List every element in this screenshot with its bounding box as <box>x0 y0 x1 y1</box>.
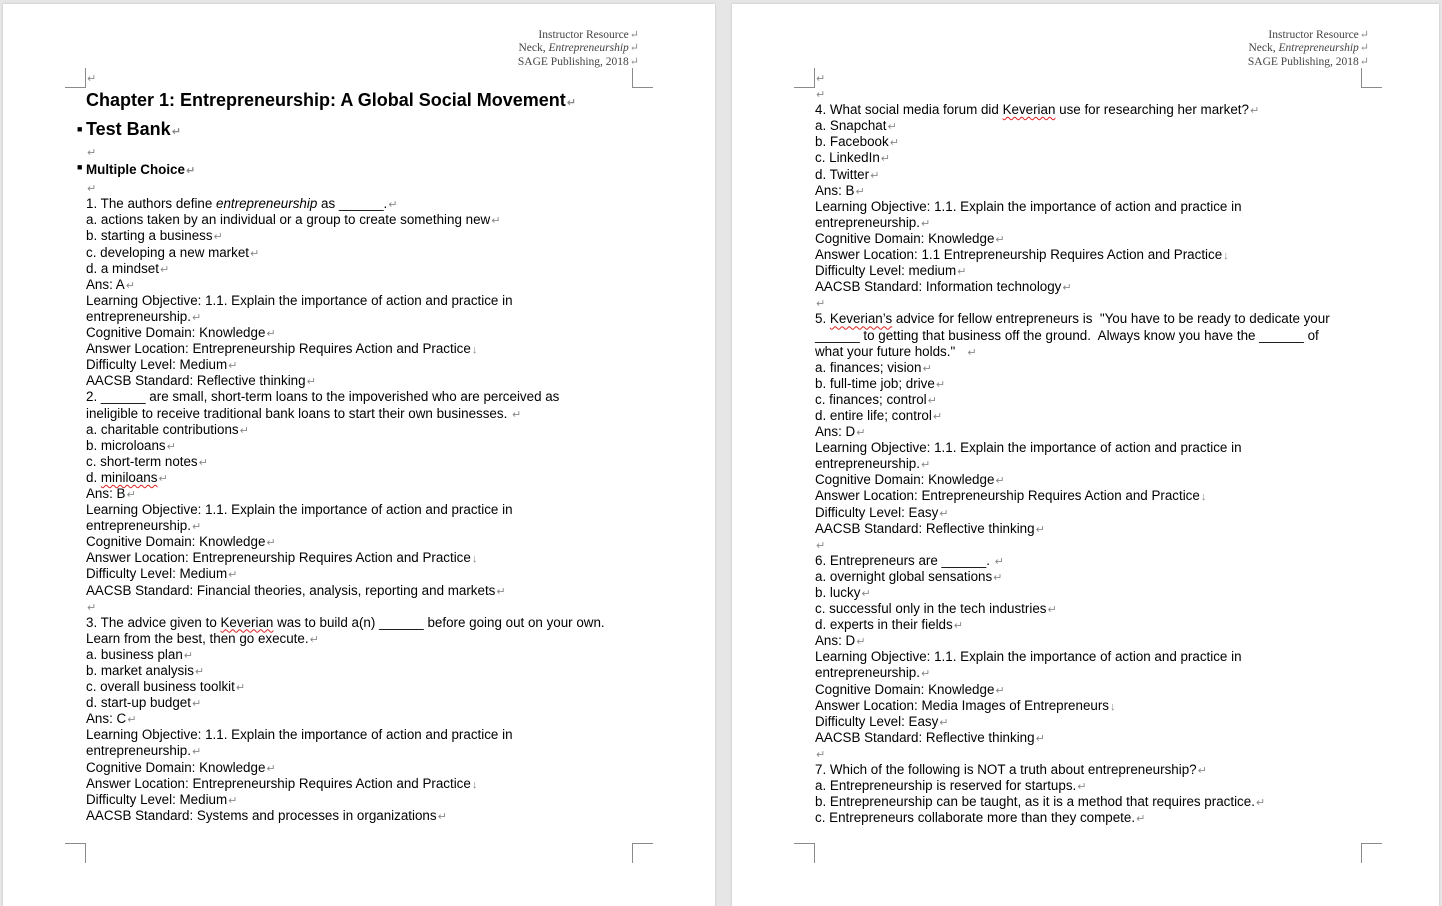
formatting-mark: ↵ <box>856 427 866 440</box>
text-line <box>86 144 646 160</box>
formatting-mark: ↵ <box>1062 282 1072 295</box>
formatting-mark: ↵ <box>861 588 871 600</box>
answer: Ans: C↵ <box>86 711 137 727</box>
formatting-mark: ↵ <box>1035 523 1045 536</box>
formatting-mark: ↵ <box>127 714 137 727</box>
formatting-mark: ↵ <box>1077 781 1087 794</box>
formatting-mark: ↵ <box>213 231 223 244</box>
option-d: d. start-up budget↵ <box>86 695 202 711</box>
formatting-mark: ↵ <box>816 89 826 102</box>
cognitive-domain: Cognitive Domain: Knowledge↵ <box>815 230 1005 246</box>
option-c: c. finances; control↵ <box>815 391 937 407</box>
formatting-mark: ↵ <box>158 472 168 485</box>
question-2 <box>86 389 646 598</box>
formatting-mark: ↵ <box>228 569 238 582</box>
aacsb-standard: AACSB Standard: Systems and processes in organizations↵ <box>86 807 447 823</box>
formatting-mark: ↓ <box>1110 700 1116 713</box>
question-text: 5. Keverian’s advice for fellow entrepreneurs is "You have to be ready to dedicate your <box>815 311 1330 327</box>
formatting-mark: ↵ <box>1249 105 1260 118</box>
option-d: d. a mindset↵ <box>86 260 170 276</box>
option-c: c. successful only in the tech industries↵ <box>815 601 1057 617</box>
formatting-mark: ↵ <box>235 682 246 695</box>
formatting-mark: ↵ <box>855 185 865 198</box>
header-line-3: SAGE Publishing, 2018 <box>517 55 629 68</box>
formatting-mark: ↵ <box>1359 29 1369 41</box>
formatting-mark: ↵ <box>388 199 398 212</box>
formatting-mark: ↵ <box>491 215 501 228</box>
aacsb-standard: AACSB Standard: Information technology↵ <box>815 279 1072 295</box>
option-c: c. LinkedIn↵ <box>815 150 890 166</box>
formatting-mark: ↵ <box>309 633 319 646</box>
header-line-1: Instructor Resource <box>1268 29 1359 41</box>
answer-location: Answer Location: Entrepreneurship Requires Action and Practice↓ <box>86 550 478 566</box>
formatting-mark: ↵ <box>191 311 202 324</box>
text-line <box>86 180 646 196</box>
text-line <box>815 295 1375 311</box>
option-d: d. experts in their fields↵ <box>815 617 963 633</box>
spellcheck-word: miniloans <box>100 469 158 485</box>
question-4 <box>815 102 1375 295</box>
formatting-mark: ↵ <box>87 183 97 196</box>
text-line: entrepreneurship.↵ <box>815 456 931 472</box>
text-line: ______ to getting that business off the ground. Always know you have the ______ of <box>815 327 1319 343</box>
formatting-mark: ↵ <box>228 794 238 807</box>
option-b: b. full-time job; drive↵ <box>815 375 946 391</box>
formatting-mark: ↵ <box>994 555 1004 568</box>
text-line: entrepreneurship.↵ <box>815 214 931 230</box>
text-line: entrepreneurship.↵ <box>86 308 202 324</box>
difficulty-level: Difficulty Level: medium↵ <box>815 263 967 279</box>
question-text: 7. Which of the following is NOT a truth about entrepreneurship?↵ <box>815 762 1207 778</box>
aacsb-standard: AACSB Standard: Reflective thinking↵ <box>815 729 1045 745</box>
question-text: 1. The authors define entrepreneurship as ______.↵ <box>86 196 398 212</box>
answer-location: Answer Location: Entrepreneurship Requires Action and Practice↓ <box>86 775 478 791</box>
formatting-mark: ↵ <box>870 169 880 182</box>
question-3 <box>86 615 646 824</box>
spellcheck-word: Keverian’s <box>829 311 893 327</box>
formatting-mark: ↵ <box>250 247 260 260</box>
option-b: b. starting a business↵ <box>86 228 223 244</box>
question-5 <box>815 311 1375 536</box>
formatting-mark: ↵ <box>967 346 977 359</box>
spellcheck-word: Keverian <box>220 614 274 630</box>
formatting-mark: ↵ <box>922 362 932 375</box>
cognitive-domain: Cognitive Domain: Knowledge↵ <box>815 681 1005 697</box>
text-line: ineligible to receive traditional bank loans to start their own businesses. ↵ <box>86 405 522 421</box>
formatting-mark: ↵ <box>566 97 576 110</box>
aacsb-standard: AACSB Standard: Reflective thinking↵ <box>815 520 1045 536</box>
aacsb-standard: AACSB Standard: Financial theories, analysis, reporting and markets↵ <box>86 582 506 598</box>
option-c: c. short-term notes↵ <box>86 453 208 469</box>
formatting-mark: ↵ <box>932 410 943 423</box>
formatting-mark: ↵ <box>159 263 170 276</box>
option-b: b. microloans↵ <box>86 437 176 453</box>
text-line <box>815 746 1375 762</box>
document-page-1 <box>3 4 715 906</box>
option-b: b. market analysis↵ <box>86 663 205 678</box>
formatting-mark: ↓ <box>1223 250 1229 263</box>
formatting-mark: ↵ <box>1359 42 1369 55</box>
option-d: d. miniloans↵ <box>86 469 168 485</box>
option-c: c. Entrepreneurs collaborate more than they compete.↵ <box>815 810 1146 826</box>
formatting-mark: ↵ <box>920 668 931 681</box>
question-text: 4. What social media forum did Keverian use for researching her market?↵ <box>815 102 1260 118</box>
formatting-mark: ↵ <box>166 440 176 453</box>
text-line: entrepreneurship.↵ <box>86 743 202 759</box>
formatting-mark: ↓ <box>471 344 478 357</box>
page-body[interactable] <box>77 70 646 824</box>
text-line <box>815 537 1375 553</box>
formatting-mark: ↵ <box>957 266 967 279</box>
formatting-mark: ↵ <box>125 279 135 292</box>
crop-mark-top-left <box>65 68 86 88</box>
page-header: Instructor Resource↵ Neck, Entrepreneurship↵ SAGE Publishing, 2018↵ <box>517 29 639 68</box>
text-line: Learn from the best, then go execute.↵ <box>86 630 319 646</box>
formatting-mark: ↵ <box>437 810 447 823</box>
aacsb-standard: AACSB Standard: Reflective thinking↵ <box>86 373 316 389</box>
formatting-mark: ↵ <box>306 376 316 389</box>
formatting-mark: ↓ <box>471 553 478 566</box>
difficulty-level: Difficulty Level: Medium↵ <box>86 791 238 807</box>
crop-mark-bottom-right <box>632 843 653 863</box>
formatting-mark: ↵ <box>887 121 897 134</box>
formatting-mark: ↵ <box>880 153 890 166</box>
formatting-mark: ↵ <box>183 649 193 662</box>
crop-mark-bottom-left <box>794 843 815 863</box>
text-line <box>86 599 646 615</box>
option-b: b. Entrepreneurship can be taught, as it is a method that requires practice.↵ <box>815 794 1266 810</box>
difficulty-level: Difficulty Level: Easy↵ <box>815 504 949 520</box>
formatting-mark: ↵ <box>185 165 196 178</box>
formatting-mark: ↵ <box>191 521 202 534</box>
formatting-mark: ↵ <box>194 666 205 678</box>
formatting-mark: ↵ <box>1255 797 1266 810</box>
option-a: a. charitable contributions↵ <box>86 421 249 437</box>
formatting-mark: ↵ <box>198 456 208 469</box>
formatting-mark: ↵ <box>995 233 1005 246</box>
formatting-mark: ↵ <box>920 459 931 472</box>
text-line <box>815 86 1375 102</box>
learning-objective: Learning Objective: 1.1. Explain the importance of action and practice in <box>86 292 513 308</box>
formatting-mark: ↵ <box>496 585 506 598</box>
formatting-mark: ↵ <box>191 698 202 711</box>
answer-location: Answer Location: Entrepreneurship Requires Action and Practice↓ <box>815 488 1207 504</box>
option-d: d. Twitter↵ <box>815 166 880 182</box>
text-line: entrepreneurship.↵ <box>86 518 202 534</box>
formatting-mark: ↵ <box>629 29 639 41</box>
option-a: a. Entrepreneurship is reserved for startups.↵ <box>815 778 1087 794</box>
answer-location: Answer Location: Media Images of Entrepreneurs↓ <box>815 697 1116 713</box>
question-text: 3. The advice given to Keverian was to build a(n) ______ before going out on your own. <box>86 614 605 630</box>
formatting-mark: ↵ <box>816 298 826 311</box>
formatting-mark: ↵ <box>927 394 937 407</box>
option-a: a. Snapchat↵ <box>815 118 897 134</box>
learning-objective: Learning Objective: 1.1. Explain the importance of action and practice in <box>815 440 1242 456</box>
formatting-mark: ↵ <box>993 571 1003 584</box>
formatting-mark: ↵ <box>512 408 522 421</box>
formatting-mark: ↓ <box>471 778 478 791</box>
formatting-mark: ↵ <box>889 137 899 150</box>
crop-mark-top-left <box>794 68 815 88</box>
option-c: c. overall business toolkit↵ <box>86 679 246 695</box>
text-line <box>815 70 1375 86</box>
formatting-mark: ↵ <box>239 424 249 437</box>
cognitive-domain: Cognitive Domain: Knowledge↵ <box>86 325 276 341</box>
spellcheck-word: Keverian <box>1002 102 1056 118</box>
option-a: a. overnight global sensations↵ <box>815 568 1003 584</box>
section-heading-multiple-choice: ■ Multiple Choice↵ <box>77 162 196 178</box>
answer: Ans: D↵ <box>815 633 866 649</box>
difficulty-level: Difficulty Level: Medium↵ <box>86 566 238 582</box>
page-body[interactable] <box>815 70 1375 826</box>
formatting-mark: ↵ <box>816 73 826 85</box>
formatting-mark: ↵ <box>1359 55 1369 68</box>
chapter-title: Chapter 1: Entrepreneurship: A Global Social Movement↵ <box>86 90 576 111</box>
formatting-mark: ↵ <box>87 601 97 614</box>
learning-objective: Learning Objective: 1.1. Explain the importance of action and practice in <box>86 727 513 743</box>
formatting-mark: ↵ <box>995 684 1005 697</box>
formatting-mark: ↵ <box>1035 732 1045 745</box>
option-b: b. lucky↵ <box>815 585 871 600</box>
option-a: a. finances; vision↵ <box>815 359 932 375</box>
formatting-mark: ↵ <box>171 126 181 139</box>
cognitive-domain: Cognitive Domain: Knowledge↵ <box>86 534 276 550</box>
formatting-mark: ↵ <box>920 217 931 230</box>
learning-objective: Learning Objective: 1.1. Explain the importance of action and practice in <box>815 649 1242 665</box>
header-book-title: Entrepreneurship <box>1278 42 1359 55</box>
answer-location: Answer Location: 1.1 Entrepreneurship Requires Action and Practice↓ <box>815 247 1229 263</box>
answer-location: Answer Location: Entrepreneurship Requires Action and Practice↓ <box>86 341 478 357</box>
difficulty-level: Difficulty Level: Easy↵ <box>815 713 949 729</box>
cognitive-domain: Cognitive Domain: Knowledge↵ <box>86 759 276 775</box>
difficulty-level: Difficulty Level: Medium↵ <box>86 357 238 373</box>
document-page-2 <box>732 4 1439 906</box>
formatting-mark: ↵ <box>856 636 866 649</box>
cognitive-domain: Cognitive Domain: Knowledge↵ <box>815 472 1005 488</box>
formatting-mark: ↵ <box>939 507 949 520</box>
page-header: Instructor Resource↵ Neck, Entrepreneurship↵ SAGE Publishing, 2018↵ <box>1247 29 1369 68</box>
text-line <box>86 70 646 86</box>
formatting-mark: ↵ <box>87 147 97 160</box>
answer: Ans: D↵ <box>815 424 866 440</box>
header-line-1: Instructor Resource <box>538 29 629 41</box>
question-6 <box>815 553 1375 746</box>
question-1 <box>86 196 646 389</box>
answer: Ans: B↵ <box>815 182 865 198</box>
formatting-mark: ↵ <box>995 475 1005 488</box>
formatting-mark: ↵ <box>1047 604 1057 617</box>
answer: Ans: B↵ <box>86 485 136 501</box>
crop-mark-bottom-left <box>65 843 86 863</box>
formatting-mark: ↵ <box>816 748 826 761</box>
test-bank-heading: ■ Test Bank↵ <box>77 119 181 140</box>
answer: Ans: A↵ <box>86 276 135 292</box>
question-text: 2. ______ are small, short-term loans to the impoverished who are perceived as <box>86 389 560 405</box>
formatting-mark: ↵ <box>1136 813 1146 826</box>
question-7 <box>815 762 1375 826</box>
formatting-mark: ↵ <box>87 73 97 85</box>
formatting-mark: ↵ <box>1197 765 1207 778</box>
formatting-mark: ↵ <box>191 746 202 759</box>
formatting-mark: ↵ <box>266 537 276 550</box>
option-b: b. Facebook↵ <box>815 134 899 150</box>
formatting-mark: ↵ <box>126 488 136 501</box>
formatting-mark: ↵ <box>629 42 639 55</box>
text-line: entrepreneurship.↵ <box>815 665 931 681</box>
option-d: d. entire life; control↵ <box>815 407 943 423</box>
text-line: what your future holds." ↵ <box>815 343 977 359</box>
learning-objective: Learning Objective: 1.1. Explain the importance of action and practice in <box>86 502 513 518</box>
header-line-3: SAGE Publishing, 2018 <box>1247 55 1359 68</box>
formatting-mark: ↵ <box>266 762 276 775</box>
option-a: a. actions taken by an individual or a group to create something new↵ <box>86 212 501 228</box>
formatting-mark: ↓ <box>1200 491 1207 504</box>
formatting-mark: ↵ <box>816 539 826 552</box>
crop-mark-bottom-right <box>1361 843 1382 863</box>
question-text: 6. Entrepreneurs are ______. ↵ <box>815 552 1004 568</box>
formatting-mark: ↵ <box>953 620 963 633</box>
formatting-mark: ↵ <box>935 378 946 391</box>
formatting-mark: ↵ <box>629 55 639 68</box>
learning-objective: Learning Objective: 1.1. Explain the importance of action and practice in <box>815 198 1242 214</box>
option-c: c. developing a new market↵ <box>86 244 260 260</box>
formatting-mark: ↵ <box>228 360 238 373</box>
formatting-mark: ↵ <box>939 716 949 729</box>
header-book-title: Entrepreneurship <box>548 42 629 55</box>
formatting-mark: ↵ <box>266 328 276 341</box>
option-a: a. business plan↵ <box>86 646 193 662</box>
